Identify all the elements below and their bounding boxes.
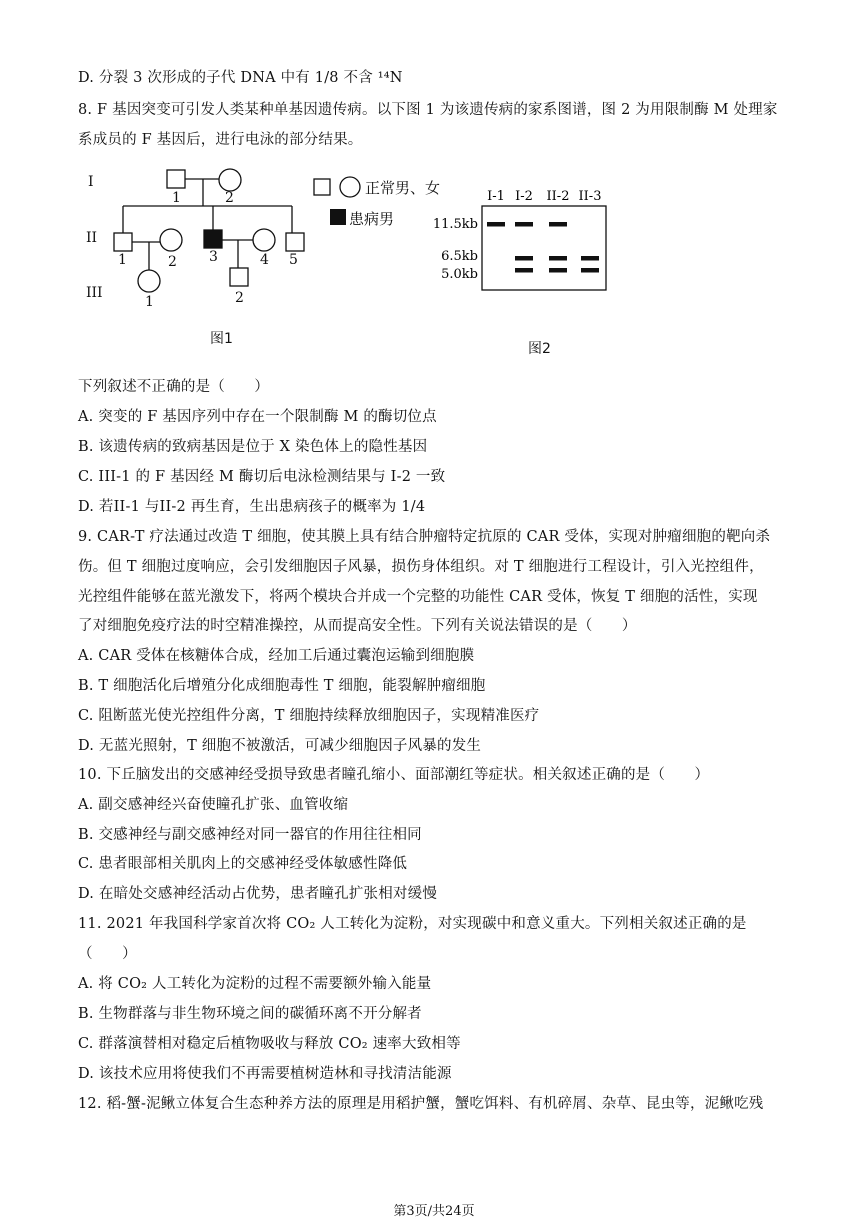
svg-text:1: 1 — [145, 294, 154, 310]
q11-option-b: B. 生物群落与非生物环境之间的碳循环离不开分解者 — [78, 1006, 422, 1022]
gel-frame — [482, 206, 606, 290]
gel-band-II-2-11.5kb — [549, 222, 567, 227]
size-label-11.5kb: 11.5kb — [432, 217, 478, 232]
pedigree-I1-male — [167, 170, 185, 188]
q10-option-d: D. 在暗处交感神经活动占优势，患者瞳孔扩张相对缓慢 — [78, 886, 438, 902]
pedigree-III2-male — [230, 268, 248, 286]
pedigree-II4-female — [253, 229, 275, 251]
legend-affected-label: 患病男 — [349, 210, 395, 228]
q9-stem-line4: 了对细胞免疫疗法的时空精准操控，从而提高安全性。下列有关说法错误的是（ ） — [78, 618, 637, 634]
q9-option-c: C. 阻断蓝光使光控组件分离，T 细胞持续释放细胞因子，实现精准医疗 — [78, 708, 540, 724]
q11-stem-line2: （ ） — [78, 946, 137, 962]
q8-option-c: C. III-1 的 F 基因经 M 酶切后电泳检测结果与 I-2 一致 — [78, 469, 446, 485]
gel-band-II-2-5.0kb — [549, 268, 567, 273]
svg-text:3: 3 — [209, 249, 218, 265]
lane-label-II-3: II-3 — [578, 189, 602, 204]
gel-band-II-3-5.0kb — [581, 268, 599, 273]
page-footer: 第3页/共24页 — [393, 1204, 475, 1219]
q8-question: 下列叙述不正确的是（ ） — [78, 379, 270, 395]
q8-option-d: D. 若II-1 与II-2 再生育，生出患病孩子的概率为 1/4 — [78, 499, 426, 515]
q10-stem: 10. 下丘脑发出的交感神经受损导致患者瞳孔缩小、面部潮红等症状。相关叙述正确的是（ ） — [78, 767, 710, 783]
pedigree-II5-male — [286, 233, 304, 251]
svg-text:2: 2 — [225, 190, 234, 206]
lane-label-I-2: I-2 — [515, 189, 533, 204]
gel-band-I-2-11.5kb — [515, 222, 533, 227]
gen-I-label: I — [88, 174, 94, 190]
gen-II-label: II — [86, 230, 98, 246]
svg-text:2: 2 — [168, 254, 177, 270]
figure2-caption: 图2 — [528, 341, 551, 357]
figure1-caption: 图1 — [210, 331, 233, 347]
legend-normal-label: 正常男、女 — [365, 179, 441, 197]
q7-option-d: D. 分裂 3 次形成的子代 DNA 中有 1/8 不含 ¹⁴N — [78, 70, 403, 86]
pedigree-II3-affected-male — [204, 230, 222, 248]
q11-option-c: C. 群落演替相对稳定后植物吸收与释放 CO₂ 速率大致相等 — [78, 1036, 461, 1052]
size-label-6.5kb: 6.5kb — [441, 249, 478, 264]
q12-stem-line1: 12. 稻-蟹-泥鳅立体复合生态种养方法的原理是用稻护蟹，蟹吃饵料、有机碎屑、杂草、昆虫等，泥鳅吃残 — [78, 1096, 764, 1112]
q9-option-a: A. CAR 受体在核糖体合成，经加工后通过囊泡运输到细胞膜 — [78, 648, 475, 664]
gel-band-II-3-6.5kb — [581, 256, 599, 261]
q9-stem-line2: 伤。但 T 细胞过度响应，会引发细胞因子风暴，损伤身体组织。对 T 细胞进行工程设计，引入光控组件， — [78, 559, 764, 575]
size-label-5.0kb: 5.0kb — [441, 267, 478, 282]
gel-band-I-2-5.0kb — [515, 268, 533, 273]
gen-III-label: III — [86, 285, 103, 301]
q9-stem-line1: 9. CAR-T 疗法通过改造 T 细胞，使其膜上具有结合肿瘤特定抗原的 CAR 受体，实现对肿瘤细胞的靶向杀 — [78, 529, 771, 545]
pedigree-I2-female — [219, 169, 241, 191]
lane-label-I-1: I-1 — [487, 189, 505, 204]
lane-label-II-2: II-2 — [546, 189, 570, 204]
q11-option-d: D. 该技术应用将使我们不再需要植树造林和寻找清洁能源 — [78, 1066, 452, 1082]
gel-band-I-2-6.5kb — [515, 256, 533, 261]
q9-option-d: D. 无蓝光照射，T 细胞不被激活，可减少细胞因子风暴的发生 — [78, 738, 482, 754]
pedigree-III1-female — [138, 270, 160, 292]
q10-option-a: A. 副交感神经兴奋使瞳孔扩张、血管收缩 — [78, 797, 349, 813]
pedigree-II2-female — [160, 229, 182, 251]
q8-stem-line2: 系成员的 F 基因后，进行电泳的部分结果。 — [78, 132, 363, 148]
svg-text:1: 1 — [172, 190, 181, 206]
svg-text:4: 4 — [260, 252, 269, 268]
q8-stem-line1: 8. F 基因突变可引发人类某种单基因遗传病。以下图 1 为该遗传病的家系图谱，图 2 为用限制酶 M 处理家 — [78, 102, 778, 118]
q9-option-b: B. T 细胞活化后增殖分化成细胞毒性 T 细胞，能裂解肿瘤细胞 — [78, 678, 486, 694]
q10-option-c: C. 患者眼部相关肌肉上的交感神经受体敏感性降低 — [78, 856, 408, 872]
electrophoresis-gel — [430, 182, 620, 292]
svg-text:2: 2 — [235, 290, 244, 306]
q11-stem-line1: 11. 2021 年我国科学家首次将 CO₂ 人工转化为淀粉，对实现碳中和意义重大。下列相关叙述正确的是 — [78, 916, 747, 932]
gel-band-I-1-11.5kb — [487, 222, 505, 227]
q11-option-a: A. 将 CO₂ 人工转化为淀粉的过程不需要额外输入能量 — [78, 976, 432, 992]
q9-stem-line3: 光控组件能够在蓝光激发下，将两个模块合并成一个完整的功能性 CAR 受体，恢复 T 细胞的活性，实现 — [78, 589, 758, 605]
svg-text:5: 5 — [289, 252, 298, 268]
svg-text:1: 1 — [118, 252, 127, 268]
pedigree-II1-male — [114, 233, 132, 251]
q8-option-a: A. 突变的 F 基因序列中存在一个限制酶 M 的酶切位点 — [78, 409, 437, 425]
q8-option-b: B. 该遗传病的致病基因是位于 X 染色体上的隐性基因 — [78, 439, 428, 455]
gel-band-II-2-6.5kb — [549, 256, 567, 261]
q10-option-b: B. 交感神经与副交感神经对同一器官的作用往往相同 — [78, 827, 422, 843]
